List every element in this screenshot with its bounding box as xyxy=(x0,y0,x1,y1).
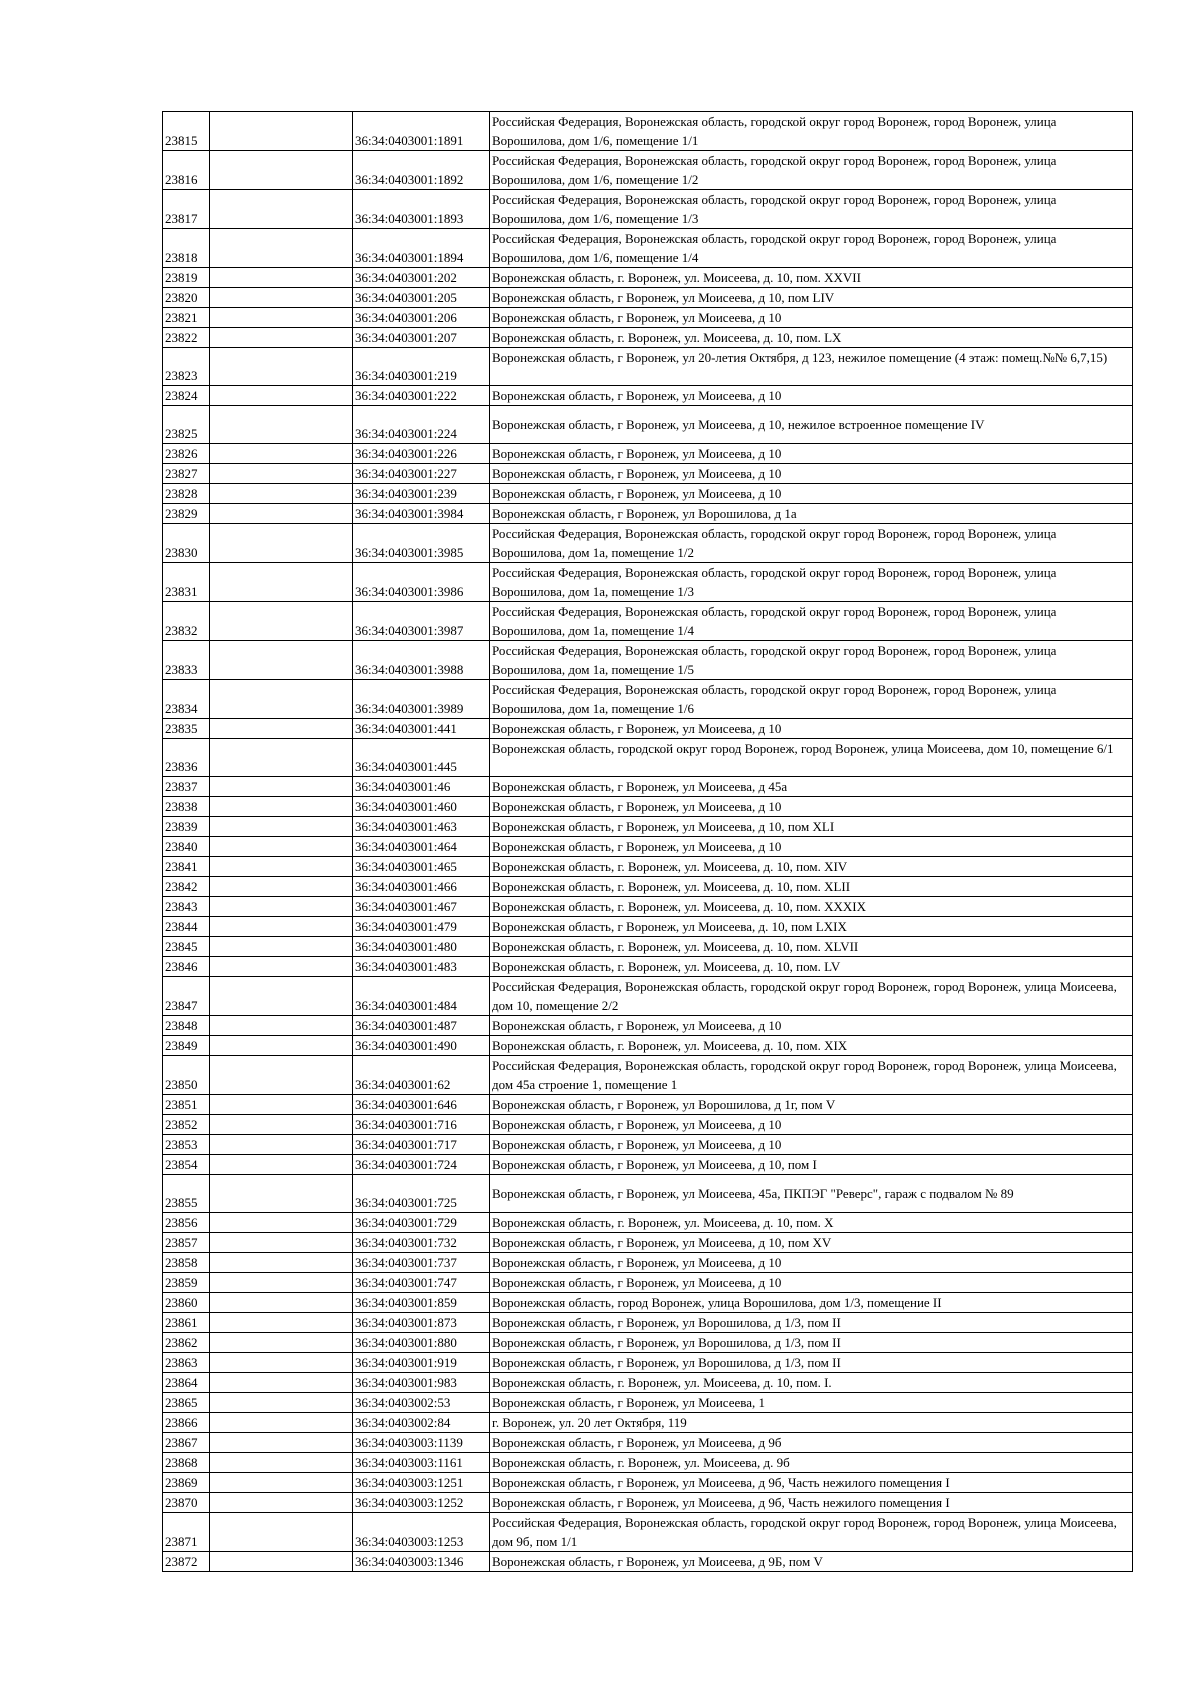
table-row xyxy=(163,1353,1133,1373)
empty-cell xyxy=(210,328,353,348)
empty-cell xyxy=(210,1293,353,1313)
address-cell: Воронежская область, г. Воронеж, ул. Моисеева, д. 10, пом. XLII xyxy=(490,877,1133,897)
cadastral-number-cell: 36:34:0403003:1346 xyxy=(353,1552,490,1572)
address-cell: Воронежская область, г Воронеж, ул Моисеева, 45а, ПКПЭГ "Реверс", гараж с подвалом № 89 xyxy=(490,1175,1133,1213)
address-cell: Российская Федерация, Воронежская область, городской округ город Воронеж, город Воронеж, улица Ворошилова, дом 1/6, помещение 1/4 xyxy=(490,229,1133,268)
table-row xyxy=(163,484,1133,504)
cadastral-number-cell: 36:34:0403001:729 xyxy=(353,1213,490,1233)
empty-cell xyxy=(210,897,353,917)
table-row xyxy=(163,1433,1133,1453)
table-row xyxy=(163,1095,1133,1115)
registry-body xyxy=(163,112,1133,1572)
table-row xyxy=(163,1513,1133,1552)
row-number-cell: 23834 xyxy=(163,680,210,719)
row-number-cell: 23855 xyxy=(163,1175,210,1213)
table-row xyxy=(163,1213,1133,1233)
empty-cell xyxy=(210,680,353,719)
row-number-cell: 23819 xyxy=(163,268,210,288)
empty-cell xyxy=(210,641,353,680)
row-number-cell: 23816 xyxy=(163,151,210,190)
empty-cell xyxy=(210,957,353,977)
row-number-cell: 23848 xyxy=(163,1016,210,1036)
cadastral-number-cell: 36:34:0403001:484 xyxy=(353,977,490,1016)
cadastral-number-cell: 36:34:0403001:465 xyxy=(353,857,490,877)
cadastral-number-cell: 36:34:0403001:46 xyxy=(353,777,490,797)
address-cell: Воронежская область, г Воронеж, ул Моисеева, д 9б, Часть нежилого помещения I xyxy=(490,1493,1133,1513)
row-number-cell: 23846 xyxy=(163,957,210,977)
cadastral-number-cell: 36:34:0403001:227 xyxy=(353,464,490,484)
empty-cell xyxy=(210,777,353,797)
table-row xyxy=(163,1413,1133,1433)
cadastral-number-cell: 36:34:0403001:480 xyxy=(353,937,490,957)
table-row xyxy=(163,1036,1133,1056)
row-number-cell: 23860 xyxy=(163,1293,210,1313)
table-row xyxy=(163,229,1133,268)
table-row xyxy=(163,1233,1133,1253)
cadastral-number-cell: 36:34:0403001:441 xyxy=(353,719,490,739)
cadastral-number-cell: 36:34:0403001:490 xyxy=(353,1036,490,1056)
row-number-cell: 23830 xyxy=(163,524,210,563)
table-row xyxy=(163,739,1133,777)
table-row xyxy=(163,504,1133,524)
address-cell: Воронежская область, г Воронеж, ул Моисеева, 1 xyxy=(490,1393,1133,1413)
table-row xyxy=(163,406,1133,444)
row-number-cell: 23862 xyxy=(163,1333,210,1353)
cadastral-number-cell: 36:34:0403001:873 xyxy=(353,1313,490,1333)
row-number-cell: 23838 xyxy=(163,797,210,817)
cadastral-number-cell: 36:34:0403001:207 xyxy=(353,328,490,348)
address-cell: Воронежская область, г Воронеж, ул Моисеева, д 10 xyxy=(490,1115,1133,1135)
empty-cell xyxy=(210,937,353,957)
table-row xyxy=(163,1253,1133,1273)
row-number-cell: 23841 xyxy=(163,857,210,877)
cadastral-number-cell: 36:34:0403001:224 xyxy=(353,406,490,444)
table-row xyxy=(163,1552,1133,1572)
table-row xyxy=(163,602,1133,641)
empty-cell xyxy=(210,739,353,777)
address-cell: Воронежская область, г. Воронеж, ул. Моисеева, д. 10, пом. I. xyxy=(490,1373,1133,1393)
row-number-cell: 23815 xyxy=(163,112,210,151)
address-cell: Воронежская область, г Воронеж, ул Моисеева, д 10, нежилое встроенное помещение IV xyxy=(490,406,1133,444)
address-cell: Воронежская область, г Воронеж, ул Моисеева, д 10 xyxy=(490,837,1133,857)
empty-cell xyxy=(210,1213,353,1233)
empty-cell xyxy=(210,1493,353,1513)
cadastral-number-cell: 36:34:0403003:1253 xyxy=(353,1513,490,1552)
row-number-cell: 23844 xyxy=(163,917,210,937)
address-cell: Воронежская область, г Воронеж, ул Моисеева, д 10 xyxy=(490,1253,1133,1273)
table-row xyxy=(163,937,1133,957)
address-cell: Воронежская область, г. Воронеж, ул. Моисеева, д. 10, пом. LX xyxy=(490,328,1133,348)
row-number-cell: 23851 xyxy=(163,1095,210,1115)
address-cell: Воронежская область, городской округ город Воронеж, город Воронеж, улица Моисеева, дом 10, помещение 6/1 xyxy=(490,739,1133,777)
empty-cell xyxy=(210,719,353,739)
cadastral-number-cell: 36:34:0403001:3987 xyxy=(353,602,490,641)
empty-cell xyxy=(210,1175,353,1213)
address-cell: Воронежская область, г. Воронеж, ул. Моисеева, д. 9б xyxy=(490,1453,1133,1473)
empty-cell xyxy=(210,504,353,524)
cadastral-number-cell: 36:34:0403001:747 xyxy=(353,1273,490,1293)
table-row xyxy=(163,1493,1133,1513)
address-cell: Воронежская область, г. Воронеж, ул. Моисеева, д. 10, пом. X xyxy=(490,1213,1133,1233)
empty-cell xyxy=(210,229,353,268)
address-cell: Воронежская область, г Воронеж, ул Моисеева, д 10 xyxy=(490,1016,1133,1036)
table-row xyxy=(163,1333,1133,1353)
cadastral-number-cell: 36:34:0403003:1252 xyxy=(353,1493,490,1513)
row-number-cell: 23824 xyxy=(163,386,210,406)
cadastral-number-cell: 36:34:0403001:487 xyxy=(353,1016,490,1036)
row-number-cell: 23868 xyxy=(163,1453,210,1473)
row-number-cell: 23833 xyxy=(163,641,210,680)
row-number-cell: 23863 xyxy=(163,1353,210,1373)
empty-cell xyxy=(210,1115,353,1135)
cadastral-number-cell: 36:34:0403001:983 xyxy=(353,1373,490,1393)
empty-cell xyxy=(210,151,353,190)
table-row xyxy=(163,1135,1133,1155)
row-number-cell: 23861 xyxy=(163,1313,210,1333)
empty-cell xyxy=(210,1056,353,1095)
row-number-cell: 23869 xyxy=(163,1473,210,1493)
empty-cell xyxy=(210,1016,353,1036)
table-row xyxy=(163,1155,1133,1175)
address-cell: Воронежская область, г Воронеж, ул Моисеева, д 9б, Часть нежилого помещения I xyxy=(490,1473,1133,1493)
table-row xyxy=(163,977,1133,1016)
row-number-cell: 23853 xyxy=(163,1135,210,1155)
table-row xyxy=(163,328,1133,348)
address-cell: г. Воронеж, ул. 20 лет Октября, 119 xyxy=(490,1413,1133,1433)
address-cell: Воронежская область, г Воронеж, ул Ворошилова, д 1г, пом V xyxy=(490,1095,1133,1115)
table-row xyxy=(163,563,1133,602)
table-row xyxy=(163,957,1133,977)
address-cell: Воронежская область, город Воронеж, улица Ворошилова, дом 1/3, помещение II xyxy=(490,1293,1133,1313)
cadastral-number-cell: 36:34:0403001:1892 xyxy=(353,151,490,190)
row-number-cell: 23818 xyxy=(163,229,210,268)
row-number-cell: 23836 xyxy=(163,739,210,777)
address-cell: Воронежская область, г Воронеж, ул Моисеева, д 10 xyxy=(490,797,1133,817)
empty-cell xyxy=(210,563,353,602)
address-cell: Воронежская область, г. Воронеж, ул. Моисеева, д. 10, пом. XXXIX xyxy=(490,897,1133,917)
empty-cell xyxy=(210,464,353,484)
empty-cell xyxy=(210,857,353,877)
address-cell: Воронежская область, г Воронеж, ул Моисеева, д. 10, пом LXIX xyxy=(490,917,1133,937)
cadastral-number-cell: 36:34:0403002:84 xyxy=(353,1413,490,1433)
cadastral-number-cell: 36:34:0403001:725 xyxy=(353,1175,490,1213)
address-cell: Российская Федерация, Воронежская область, городской округ город Воронеж, город Воронеж, улица Моисеева, дом 10, помещение 2/2 xyxy=(490,977,1133,1016)
table-row xyxy=(163,1293,1133,1313)
row-number-cell: 23832 xyxy=(163,602,210,641)
table-row xyxy=(163,524,1133,563)
row-number-cell: 23856 xyxy=(163,1213,210,1233)
table-row xyxy=(163,1313,1133,1333)
table-row xyxy=(163,797,1133,817)
cadastral-number-cell: 36:34:0403001:479 xyxy=(353,917,490,937)
table-row xyxy=(163,1273,1133,1293)
empty-cell xyxy=(210,977,353,1016)
cadastral-number-cell: 36:34:0403001:737 xyxy=(353,1253,490,1273)
cadastral-number-cell: 36:34:0403003:1251 xyxy=(353,1473,490,1493)
address-cell: Воронежская область, г Воронеж, ул Ворошилова, д 1/3, пом II xyxy=(490,1353,1133,1373)
empty-cell xyxy=(210,1155,353,1175)
row-number-cell: 23859 xyxy=(163,1273,210,1293)
cadastral-number-cell: 36:34:0403001:717 xyxy=(353,1135,490,1155)
address-cell: Воронежская область, г Воронеж, ул Моисеева, д 10 xyxy=(490,308,1133,328)
row-number-cell: 23870 xyxy=(163,1493,210,1513)
table-row xyxy=(163,348,1133,386)
table-row xyxy=(163,1473,1133,1493)
empty-cell xyxy=(210,817,353,837)
cadastral-number-cell: 36:34:0403001:732 xyxy=(353,1233,490,1253)
row-number-cell: 23858 xyxy=(163,1253,210,1273)
address-cell: Воронежская область, г Воронеж, ул Ворошилова, д 1а xyxy=(490,504,1133,524)
address-cell: Воронежская область, г Воронеж, ул Моисеева, д 9Б, пом V xyxy=(490,1552,1133,1572)
address-cell: Российская Федерация, Воронежская область, городской округ город Воронеж, город Воронеж, улица Ворошилова, дом 1/6, помещение 1/3 xyxy=(490,190,1133,229)
cadastral-number-cell: 36:34:0403001:62 xyxy=(353,1056,490,1095)
cadastral-number-cell: 36:34:0403003:1139 xyxy=(353,1433,490,1453)
address-cell: Воронежская область, г. Воронеж, ул. Моисеева, д. 10, пом. LV xyxy=(490,957,1133,977)
address-cell: Воронежская область, г. Воронеж, ул. Моисеева, д. 10, пом. XLVII xyxy=(490,937,1133,957)
registry-table xyxy=(162,111,1133,1572)
cadastral-number-cell: 36:34:0403001:239 xyxy=(353,484,490,504)
address-cell: Воронежская область, г Воронеж, ул Ворошилова, д 1/3, пом II xyxy=(490,1333,1133,1353)
row-number-cell: 23823 xyxy=(163,348,210,386)
row-number-cell: 23840 xyxy=(163,837,210,857)
table-row xyxy=(163,112,1133,151)
row-number-cell: 23865 xyxy=(163,1393,210,1413)
table-row xyxy=(163,719,1133,739)
empty-cell xyxy=(210,1233,353,1253)
address-cell: Воронежская область, г Воронеж, ул 20-летия Октября, д 123, нежилое помещение (4 этаж: помещ.№№ 6,7,15) xyxy=(490,348,1133,386)
address-cell: Российская Федерация, Воронежская область, городской округ город Воронеж, город Воронеж, улица Ворошилова, дом 1а, помещение 1/6 xyxy=(490,680,1133,719)
address-cell: Российская Федерация, Воронежская область, городской округ город Воронеж, город Воронеж, улица Ворошилова, дом 1/6, помещение 1/2 xyxy=(490,151,1133,190)
row-number-cell: 23847 xyxy=(163,977,210,1016)
address-cell: Воронежская область, г Воронеж, ул Моисеева, д 10, пом XLI xyxy=(490,817,1133,837)
empty-cell xyxy=(210,1473,353,1493)
empty-cell xyxy=(210,797,353,817)
table-row xyxy=(163,817,1133,837)
row-number-cell: 23852 xyxy=(163,1115,210,1135)
address-cell: Воронежская область, г Воронеж, ул Ворошилова, д 1/3, пом II xyxy=(490,1313,1133,1333)
empty-cell xyxy=(210,1333,353,1353)
address-cell: Воронежская область, г Воронеж, ул Моисеева, д 10 xyxy=(490,1135,1133,1155)
address-cell: Российская Федерация, Воронежская область, городской округ город Воронеж, город Воронеж, улица Моисеева, дом 9б, пом 1/1 xyxy=(490,1513,1133,1552)
table-row xyxy=(163,1453,1133,1473)
cadastral-number-cell: 36:34:0403001:206 xyxy=(353,308,490,328)
empty-cell xyxy=(210,1353,353,1373)
empty-cell xyxy=(210,268,353,288)
row-number-cell: 23837 xyxy=(163,777,210,797)
cadastral-number-cell: 36:34:0403001:919 xyxy=(353,1353,490,1373)
row-number-cell: 23827 xyxy=(163,464,210,484)
table-row xyxy=(163,897,1133,917)
row-number-cell: 23845 xyxy=(163,937,210,957)
row-number-cell: 23857 xyxy=(163,1233,210,1253)
cadastral-number-cell: 36:34:0403001:466 xyxy=(353,877,490,897)
cadastral-number-cell: 36:34:0403001:463 xyxy=(353,817,490,837)
table-row xyxy=(163,444,1133,464)
address-cell: Воронежская область, г Воронеж, ул Моисеева, д 10 xyxy=(490,1273,1133,1293)
row-number-cell: 23849 xyxy=(163,1036,210,1056)
row-number-cell: 23854 xyxy=(163,1155,210,1175)
row-number-cell: 23825 xyxy=(163,406,210,444)
empty-cell xyxy=(210,288,353,308)
cadastral-number-cell: 36:34:0403001:445 xyxy=(353,739,490,777)
row-number-cell: 23872 xyxy=(163,1552,210,1572)
cadastral-number-cell: 36:34:0403001:464 xyxy=(353,837,490,857)
row-number-cell: 23842 xyxy=(163,877,210,897)
address-cell: Российская Федерация, Воронежская область, городской округ город Воронеж, город Воронеж, улица Моисеева, дом 45а строение 1, помещение 1 xyxy=(490,1056,1133,1095)
row-number-cell: 23829 xyxy=(163,504,210,524)
empty-cell xyxy=(210,112,353,151)
cadastral-number-cell: 36:34:0403001:3986 xyxy=(353,563,490,602)
row-number-cell: 23850 xyxy=(163,1056,210,1095)
empty-cell xyxy=(210,602,353,641)
empty-cell xyxy=(210,1393,353,1413)
row-number-cell: 23817 xyxy=(163,190,210,229)
row-number-cell: 23866 xyxy=(163,1413,210,1433)
row-number-cell: 23822 xyxy=(163,328,210,348)
empty-cell xyxy=(210,1095,353,1115)
empty-cell xyxy=(210,1373,353,1393)
row-number-cell: 23821 xyxy=(163,308,210,328)
table-row xyxy=(163,1115,1133,1135)
address-cell: Воронежская область, г Воронеж, ул Моисеева, д 10 xyxy=(490,719,1133,739)
address-cell: Воронежская область, г Воронеж, ул Моисеева, д 10, пом I xyxy=(490,1155,1133,1175)
table-row xyxy=(163,1056,1133,1095)
table-row xyxy=(163,190,1133,229)
table-row xyxy=(163,1016,1133,1036)
table-row xyxy=(163,917,1133,937)
cadastral-number-cell: 36:34:0403001:1893 xyxy=(353,190,490,229)
empty-cell xyxy=(210,524,353,563)
cadastral-number-cell: 36:34:0403001:3988 xyxy=(353,641,490,680)
address-cell: Российская Федерация, Воронежская область, городской округ город Воронеж, город Воронеж, улица Ворошилова, дом 1а, помещение 1/5 xyxy=(490,641,1133,680)
table-row xyxy=(163,1373,1133,1393)
cadastral-number-cell: 36:34:0403001:222 xyxy=(353,386,490,406)
empty-cell xyxy=(210,348,353,386)
row-number-cell: 23828 xyxy=(163,484,210,504)
row-number-cell: 23867 xyxy=(163,1433,210,1453)
cadastral-number-cell: 36:34:0403001:3985 xyxy=(353,524,490,563)
address-cell: Воронежская область, г Воронеж, ул Моисеева, д 45а xyxy=(490,777,1133,797)
cadastral-number-cell: 36:34:0403001:880 xyxy=(353,1333,490,1353)
empty-cell xyxy=(210,1513,353,1552)
address-cell: Воронежская область, г. Воронеж, ул. Моисеева, д. 10, пом. XIV xyxy=(490,857,1133,877)
empty-cell xyxy=(210,386,353,406)
empty-cell xyxy=(210,917,353,937)
cadastral-number-cell: 36:34:0403001:205 xyxy=(353,288,490,308)
row-number-cell: 23843 xyxy=(163,897,210,917)
address-cell: Воронежская область, г Воронеж, ул Моисеева, д 10 xyxy=(490,386,1133,406)
address-cell: Российская Федерация, Воронежская область, городской округ город Воронеж, город Воронеж, улица Ворошилова, дом 1а, помещение 1/3 xyxy=(490,563,1133,602)
empty-cell xyxy=(210,1253,353,1273)
table-row xyxy=(163,837,1133,857)
table-row xyxy=(163,308,1133,328)
empty-cell xyxy=(210,877,353,897)
empty-cell xyxy=(210,1433,353,1453)
address-cell: Российская Федерация, Воронежская область, городской округ город Воронеж, город Воронеж, улица Ворошилова, дом 1а, помещение 1/2 xyxy=(490,524,1133,563)
table-row xyxy=(163,464,1133,484)
row-number-cell: 23835 xyxy=(163,719,210,739)
empty-cell xyxy=(210,1036,353,1056)
cadastral-number-cell: 36:34:0403001:859 xyxy=(353,1293,490,1313)
address-cell: Воронежская область, г. Воронеж, ул. Моисеева, д. 10, пом. XIX xyxy=(490,1036,1133,1056)
row-number-cell: 23871 xyxy=(163,1513,210,1552)
address-cell: Воронежская область, г Воронеж, ул Моисеева, д 10 xyxy=(490,464,1133,484)
cadastral-number-cell: 36:34:0403001:3984 xyxy=(353,504,490,524)
address-cell: Российская Федерация, Воронежская область, городской округ город Воронеж, город Воронеж, улица Ворошилова, дом 1/6, помещение 1/1 xyxy=(490,112,1133,151)
empty-cell xyxy=(210,406,353,444)
row-number-cell: 23831 xyxy=(163,563,210,602)
address-cell: Воронежская область, г. Воронеж, ул. Моисеева, д. 10, пом. XXVII xyxy=(490,268,1133,288)
table-row xyxy=(163,288,1133,308)
empty-cell xyxy=(210,190,353,229)
empty-cell xyxy=(210,1552,353,1572)
table-row xyxy=(163,857,1133,877)
cadastral-number-cell: 36:34:0403001:460 xyxy=(353,797,490,817)
address-cell: Воронежская область, г Воронеж, ул Моисеева, д 10, пом LIV xyxy=(490,288,1133,308)
cadastral-number-cell: 36:34:0403001:219 xyxy=(353,348,490,386)
empty-cell xyxy=(210,444,353,464)
cadastral-number-cell: 36:34:0403001:724 xyxy=(353,1155,490,1175)
cadastral-number-cell: 36:34:0403001:202 xyxy=(353,268,490,288)
table-row xyxy=(163,777,1133,797)
table-row xyxy=(163,1175,1133,1213)
row-number-cell: 23864 xyxy=(163,1373,210,1393)
empty-cell xyxy=(210,1135,353,1155)
cadastral-number-cell: 36:34:0403001:226 xyxy=(353,444,490,464)
cadastral-number-cell: 36:34:0403002:53 xyxy=(353,1393,490,1413)
cadastral-number-cell: 36:34:0403001:646 xyxy=(353,1095,490,1115)
table-row xyxy=(163,386,1133,406)
row-number-cell: 23839 xyxy=(163,817,210,837)
cadastral-number-cell: 36:34:0403001:483 xyxy=(353,957,490,977)
empty-cell xyxy=(210,837,353,857)
address-cell: Российская Федерация, Воронежская область, городской округ город Воронеж, город Воронеж, улица Ворошилова, дом 1а, помещение 1/4 xyxy=(490,602,1133,641)
empty-cell xyxy=(210,484,353,504)
address-cell: Воронежская область, г Воронеж, ул Моисеева, д 10, пом XV xyxy=(490,1233,1133,1253)
table-row xyxy=(163,151,1133,190)
empty-cell xyxy=(210,1313,353,1333)
cadastral-number-cell: 36:34:0403003:1161 xyxy=(353,1453,490,1473)
table-row xyxy=(163,268,1133,288)
table-row xyxy=(163,641,1133,680)
empty-cell xyxy=(210,1273,353,1293)
address-cell: Воронежская область, г Воронеж, ул Моисеева, д 10 xyxy=(490,444,1133,464)
row-number-cell: 23826 xyxy=(163,444,210,464)
table-row xyxy=(163,1393,1133,1413)
address-cell: Воронежская область, г Воронеж, ул Моисеева, д 10 xyxy=(490,484,1133,504)
empty-cell xyxy=(210,1413,353,1433)
table-row xyxy=(163,877,1133,897)
cadastral-number-cell: 36:34:0403001:716 xyxy=(353,1115,490,1135)
cadastral-number-cell: 36:34:0403001:1894 xyxy=(353,229,490,268)
table-row xyxy=(163,680,1133,719)
empty-cell xyxy=(210,308,353,328)
address-cell: Воронежская область, г Воронеж, ул Моисеева, д 9б xyxy=(490,1433,1133,1453)
cadastral-number-cell: 36:34:0403001:467 xyxy=(353,897,490,917)
empty-cell xyxy=(210,1453,353,1473)
cadastral-number-cell: 36:34:0403001:1891 xyxy=(353,112,490,151)
cadastral-number-cell: 36:34:0403001:3989 xyxy=(353,680,490,719)
row-number-cell: 23820 xyxy=(163,288,210,308)
